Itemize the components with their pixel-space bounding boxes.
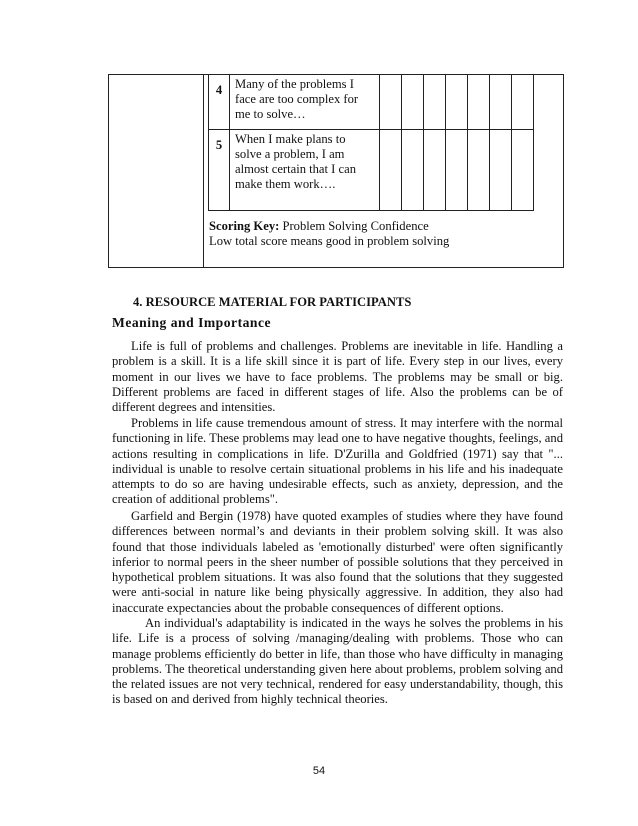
scoring-note: Low total score means good in problem solving (209, 234, 450, 248)
table-row (209, 130, 534, 211)
body-paragraph: Garfield and Bergin (1978) have quoted examples of studies where they have found differences between normal’s and deviants in their problem solving skill. It was also found that those individuals labeled as 'emotionally disturbed' were often significantly inferior to normal peers in the sheer number of possible solutions that they perceived in hypothetical problem situations. It was also found that the solutions that they suggested were anti-social in nature like being physically aggressive. In addition, they also had inaccurate expectancies about the probable consequences of different options. (112, 509, 563, 615)
rating-cell (468, 75, 490, 130)
scoring-key-value: Problem Solving Confidence (279, 219, 429, 233)
rating-cell (512, 130, 534, 211)
rating-cell (446, 130, 468, 211)
rating-cell (380, 130, 402, 211)
rating-cell (402, 130, 424, 211)
rating-cell (446, 75, 468, 130)
rating-cell (512, 75, 534, 130)
rating-cell (402, 75, 424, 130)
item-number: 5 (209, 130, 230, 211)
body-paragraph: Problems in life cause tremendous amount of stress. It may interfere with the normal functioning in life. These problems may lead one to have negative thoughts, feelings, and actions resulting in complications in life. D'Zurilla and Goldfried (1971) say that "... individual is unable to resolve certain situational problems in his life and his inadequate attempts to do so are having undesirable effects, such as anxiety, depression, and the creation of additional problems". (112, 416, 563, 507)
rating-cell (424, 130, 446, 211)
scoring-key-line (209, 219, 449, 234)
body-paragraph: An individual's adaptability is indicated in the ways he solves the problems in his life. Life is a process of solving /managing/dealing with problems. Those who can manage problems efficiently do better in life, than those who have difficulty in managing problems. The theoretical understanding given here about problems, problem solving and the related issues are not very technical, rendered for easy understandability, though, this is based on and derived from highly technical theories. (112, 616, 563, 707)
questionnaire-table (208, 74, 534, 211)
scoring-key-label: Scoring Key: (209, 219, 280, 233)
rating-cell (424, 75, 446, 130)
item-statement: Many of the problems I face are too complex for me to solve… (230, 75, 380, 130)
rating-cell (490, 75, 512, 130)
body-paragraph: Life is full of problems and challenges. Problems are inevitable in life. Handling a problem is a skill. It is a life skill since it is part of life. Every step in our lives, every moment in our lives we have to face problems. The problems may be small or big. Different problems are faced in different stages of life. Also the problems can be of different degrees and intensities. (112, 339, 563, 415)
item-statement: When I make plans to solve a problem, I am almost certain that I can make them work…. (230, 130, 380, 211)
section-heading: 4. RESOURCE MATERIAL FOR PARTICIPANTS (133, 295, 412, 309)
table-row (209, 75, 534, 130)
rating-cell (380, 75, 402, 130)
subsection-heading: Meaning and Importance (112, 315, 272, 330)
item-number: 4 (209, 75, 230, 130)
scoring-key (209, 219, 449, 249)
table-column-divider (203, 75, 204, 267)
rating-cell (490, 130, 512, 211)
page-number: 54 (312, 765, 326, 777)
rating-cell (468, 130, 490, 211)
